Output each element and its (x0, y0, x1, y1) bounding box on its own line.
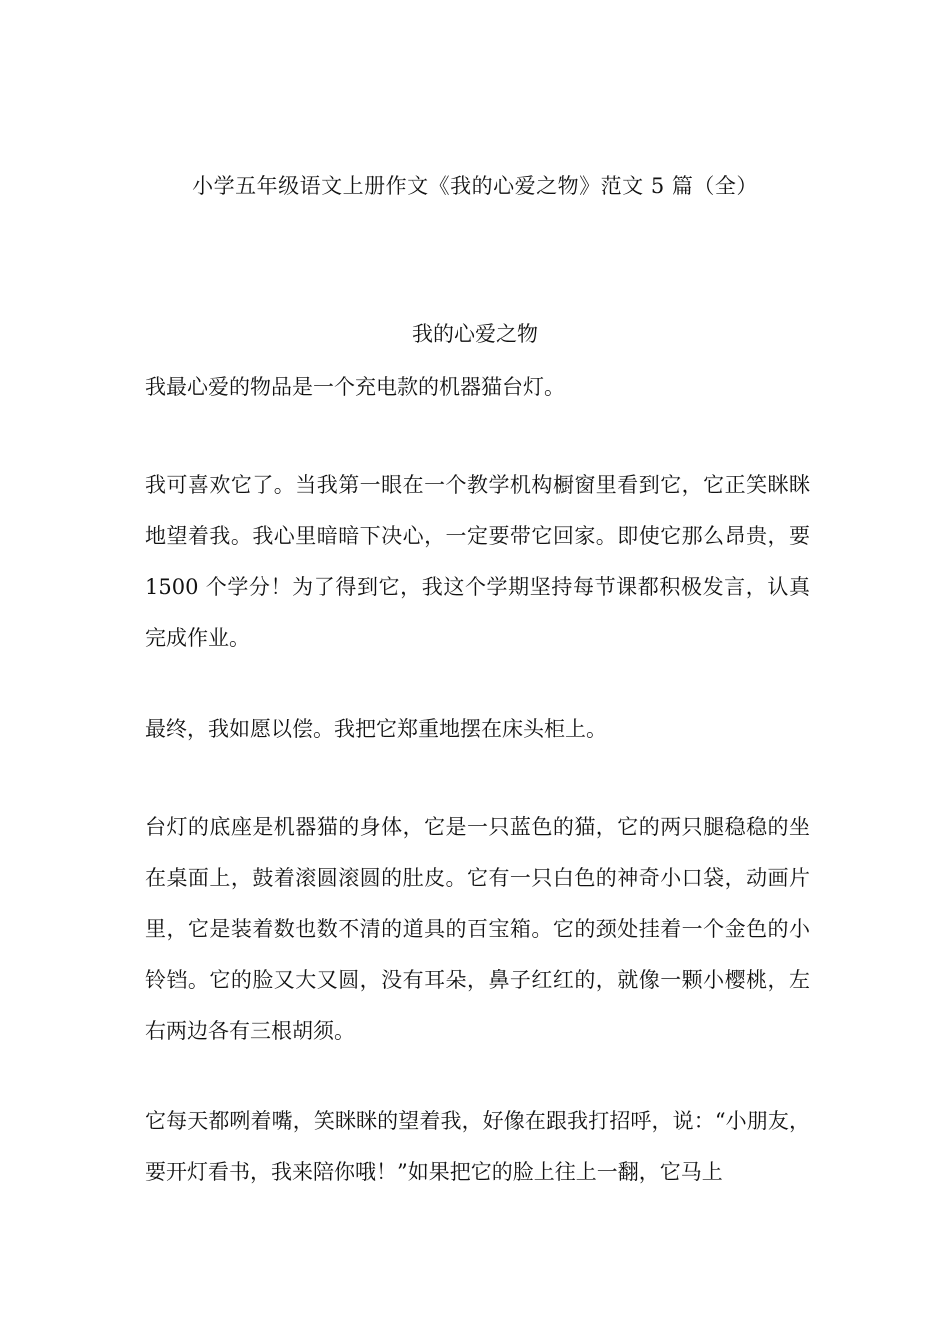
paragraph: 我可喜欢它了。当我第一眼在一个教学机构橱窗里看到它，它正笑眯眯地望着我。我心里暗暗下决心，一定要带它回家。即使它那么昂贵，要 1500 个学分！为了得到它，我这个学期坚持每节课都积极发言，认真完成作业。 (145, 473, 810, 650)
paragraph: 我最心爱的物品是一个充电款的机器猫台灯。 (145, 375, 565, 399)
document-title: 小学五年级语文上册作文《我的心爱之物》范文 5 篇（全） (192, 174, 758, 198)
paragraph: 最终，我如愿以偿。我把它郑重地摆在床头柜上。 (145, 717, 607, 741)
paragraph: 台灯的底座是机器猫的身体，它是一只蓝色的猫，它的两只腿稳稳的坐在桌面上，鼓着滚圆滚圆的肚皮。它有一只白色的神奇小口袋，动画片里，它是装着数也数不清的道具的百宝箱。它的颈处挂着一个金色的小铃铛。它的脸又大又圆，没有耳朵，鼻子红红的，就像一颗小樱桃，左右两边各有三根胡须。 (145, 815, 810, 1043)
essay-title: 我的心爱之物 (412, 322, 538, 346)
paragraph: 它每天都咧着嘴，笑眯眯的望着我，好像在跟我打招呼，说：“小朋友，要开灯看书，我来陪你哦！”如果把它的脸上往上一翻，它马上 (145, 1109, 810, 1184)
